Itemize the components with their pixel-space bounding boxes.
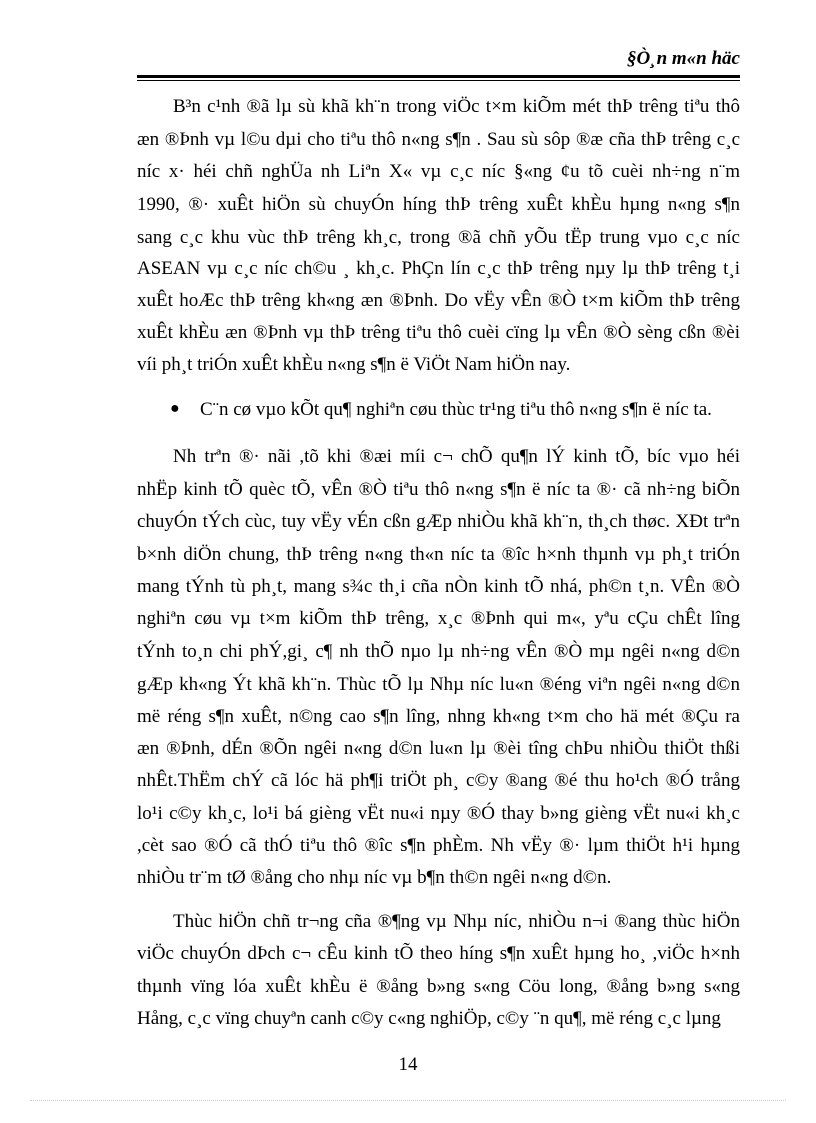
- header-rule-thick: [137, 75, 740, 78]
- paragraph-line: xuÊt khÈu æn ®Þnh vµ thÞ trêng tiªu thô cuèi cïng lµ vÊn ®Ò sèng cßn ®èi: [137, 322, 740, 343]
- paragraph-line: nhÊt.ThËm chÝ cã lóc hä ph¶i triÖt ph¸ c©y ®ang ®é thu ho¹ch ®Ó trång: [137, 770, 740, 791]
- paragraph-line: Nh trªn ®· nãi ,tõ khi ®æi míi c¬ chÕ qu¶n lÝ kinh tÕ, bíc vµo héi: [173, 446, 740, 467]
- paragraph-line: tÝnh to¸n chi phÝ,gi¸ c¶ nh thÕ nµo lµ nh÷ng vÊn ®Ò mµ ngêi n«ng d©n: [137, 641, 740, 662]
- paragraph-line: æn ®Þnh, dÉn ®Õn ngêi n«ng d©n lu«n lµ ®èi tîng chÞu nhiÒu thiÖt thßi: [137, 738, 740, 759]
- paragraph-line: viÖc chuyÓn dÞch c¬ cÊu kinh tÕ theo híng s¶n xuÊt hµng ho¸ ,viÖc h×nh: [137, 943, 740, 964]
- paragraph-line: ASEAN vµ c¸c níc ch©u ¸ kh¸c. PhÇn lín c¸c thÞ trêng nµy lµ thÞ trêng t¸i: [137, 258, 740, 279]
- paragraph-line: xuÊt hoÆc thÞ trêng kh«ng æn ®Þnh. Do vËy vÊn ®Ò t×m kiÕm thÞ trêng: [137, 290, 740, 311]
- bullet-item: C¨n cø vµo kÕt qu¶ nghiªn cøu thùc tr¹ng tiªu thô n«ng s¶n ë níc ta.: [200, 399, 712, 420]
- paragraph-line: b×nh diÖn chung, thÞ trêng n«ng th«n níc ta ®îc h×nh thµnh vµ ph¸t triÓn: [137, 544, 740, 565]
- header-rule-thin: [137, 80, 740, 81]
- paragraph-line: nhiÒu tr¨m tØ ®ång cho nhµ níc vµ b¶n th©n ngêi n«ng d©n.: [137, 867, 612, 888]
- paragraph-line: 1990, ®· xuÊt hiÖn sù chuyÓn híng thÞ trêng xuÊt khÈu hµng n«ng s¶n: [137, 194, 740, 215]
- paragraph-line: thµnh vïng lóa xuÊt khÈu ë ®ång b»ng s«ng Cöu long, ®ång b»ng s«ng: [137, 976, 740, 997]
- paragraph-line: Thùc hiÖn chñ tr¬ng cña ®¶ng vµ Nhµ níc, nhiÒu n¬i ®ang thùc hiÖn: [173, 911, 740, 932]
- paragraph-line: sang c¸c khu vùc thÞ trêng kh¸c, trong ®ã chñ yÕu tËp trung vµo c¸c níc: [137, 227, 740, 248]
- paragraph-line: æn ®Þnh vµ l©u dµi cho tiªu thô n«ng s¶n . Sau sù sôp ®æ cña thÞ trêng c¸c: [137, 129, 740, 150]
- page-number: 14: [398, 1054, 418, 1075]
- paragraph-line: lo¹i c©y kh¸c, lo¹i bá gièng vËt nu«i nµy ®Ó thay b»ng gièng vËt nu«i kh¸c: [137, 803, 740, 824]
- paragraph-line: níc x· héi chñ nghÜa nh Liªn X« vµ c¸c níc §«ng ¢u tõ cuèi nh÷ng n¨m: [137, 161, 740, 182]
- page-bottom-border: [30, 1100, 786, 1101]
- paragraph-line: nhËp kinh tÕ quèc tÕ, vÊn ®Ò tiªu thô n«ng s¶n ë níc ta ®· cã nh÷ng biÕn: [137, 479, 740, 500]
- document-header-title: §Ò¸n m«n häc: [627, 48, 740, 69]
- paragraph-line: gÆp kh«ng Ýt khã kh¨n. Thùc tÕ lµ Nhµ níc lu«n ®éng viªn ngêi n«ng d©n: [137, 674, 740, 695]
- paragraph-line: më réng s¶n xuÊt, n©ng cao s¶n lîng, nhng kh«ng t×m cho hä mét ®Çu ra: [137, 706, 740, 727]
- bullet-icon: ●: [170, 400, 180, 417]
- paragraph-line: Hång, c¸c vïng chuyªn canh c©y c«ng nghiÖp, c©y ¨n qu¶, më réng c¸c lµng: [137, 1008, 721, 1029]
- paragraph-line: ,cèt sao ®Ó cã thÓ tiªu thô ®îc s¶n phÈm. Nh vËy ®· lµm thiÖt h¹i hµng: [137, 835, 740, 856]
- paragraph-line: B³n c¹nh ®ã lµ sù khã kh¨n trong viÖc t×m kiÕm mét thÞ trêng tiªu thô: [173, 96, 740, 117]
- paragraph-line: chuyÓn tÝch cùc, tuy vËy vÉn cßn gÆp nhiÒu khã kh¨n, th¸ch thøc. XÐt trªn: [137, 511, 740, 532]
- paragraph-line: víi ph¸t triÓn xuÊt khÈu n«ng s¶n ë ViÖt Nam hiÖn nay.: [137, 354, 571, 375]
- paragraph-line: mang tÝnh tù ph¸t, mang s¾c th¸i cña nÒn kinh tÕ nhá, ph©n t¸n. VÊn ®Ò: [137, 576, 740, 597]
- paragraph-line: nghiªn cøu vµ t×m kiÕm thÞ trêng, x¸c ®Þnh qui m«, yªu cÇu chÊt lîng: [137, 608, 740, 629]
